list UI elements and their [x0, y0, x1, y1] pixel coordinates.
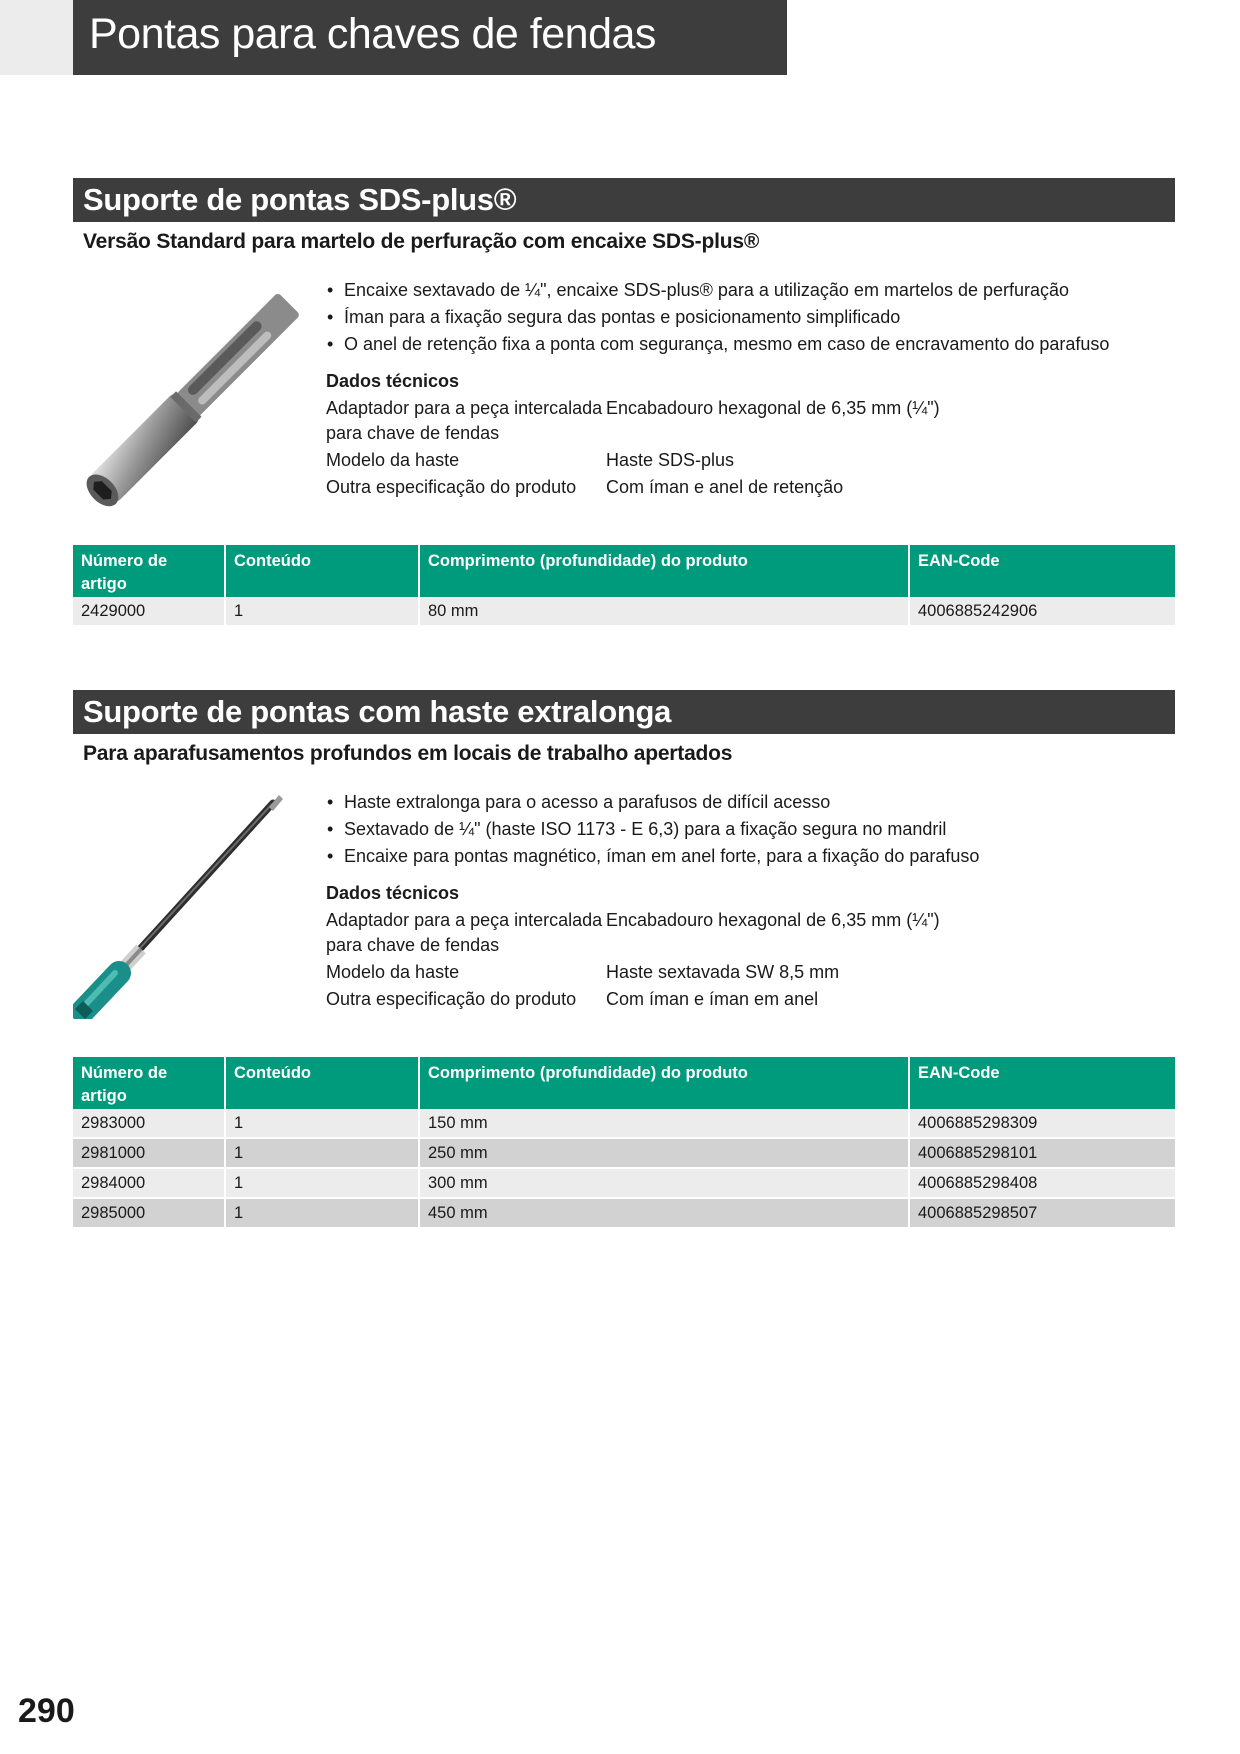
- table-row: [73, 1109, 1175, 1138]
- table-cell: 2983000: [73, 1109, 225, 1138]
- article-table: [73, 1057, 1175, 1229]
- section-extralong: [73, 690, 1175, 1222]
- table-cell: 4006885298408: [909, 1168, 1175, 1198]
- table-cell: 4006885242906: [909, 597, 1175, 626]
- page-title-bar: [73, 0, 787, 75]
- table-cell: 1: [225, 1198, 419, 1228]
- corner-strip: [0, 0, 73, 75]
- section-title: Suporte de pontas SDS-plus®: [73, 178, 1175, 222]
- tech-row: [326, 475, 940, 500]
- tech-key: Outra especificação do produto: [326, 989, 577, 1009]
- section-subtitle: Para aparafusamentos profundos em locais de trabalho apertados: [83, 742, 733, 765]
- table-row: [73, 1138, 1175, 1168]
- feature-item: • Encaixe sextavado de ¼", encaixe SDS-plus® para a utilização em martelos de perfuração: [326, 277, 1109, 304]
- technical-data: [326, 880, 940, 1014]
- feature-list: [326, 789, 979, 870]
- table-cell: 150 mm: [419, 1109, 909, 1138]
- technical-data: [326, 368, 940, 502]
- table-cell: 4006885298507: [909, 1198, 1175, 1228]
- tech-value: Com íman e íman em anel: [606, 989, 819, 1009]
- table-cell: 1: [225, 597, 419, 626]
- table-cell: 450 mm: [419, 1198, 909, 1228]
- column-header: EAN-Code: [909, 545, 1175, 597]
- table-row: [73, 1168, 1175, 1198]
- tech-key: Modelo da haste: [326, 450, 460, 470]
- tech-key: Outra especificação do produto: [326, 477, 577, 497]
- table-cell: 300 mm: [419, 1168, 909, 1198]
- feature-item: • Encaixe para pontas magnético, íman em anel forte, para a fixação do parafuso: [326, 843, 979, 870]
- section-subtitle: Versão Standard para martelo de perfuração com encaixe SDS-plus®: [83, 230, 760, 253]
- page-number: 290: [18, 1692, 75, 1730]
- feature-item: • Sextavado de ¼" (haste ISO 1173 - E 6,3) para a fixação segura no mandril: [326, 816, 979, 843]
- technical-data-title: Dados técnicos: [326, 371, 460, 391]
- column-header: Conteúdo: [225, 1057, 419, 1109]
- table-cell: 4006885298101: [909, 1138, 1175, 1168]
- column-header: Número de artigo: [73, 545, 225, 597]
- tech-key: Adaptador para a peça intercalada para chave de fendas: [326, 398, 603, 443]
- feature-item: • Haste extralonga para o acesso a parafusos de difícil acesso: [326, 789, 979, 816]
- tech-value: Haste SDS-plus: [606, 450, 735, 470]
- page-title: Pontas para chaves de fendas: [89, 10, 656, 58]
- article-table: [73, 545, 1175, 627]
- section-sds-plus: [73, 178, 1175, 620]
- tech-row: [326, 908, 940, 958]
- tech-value: Encabadouro hexagonal de 6,35 mm (¼"): [606, 910, 940, 930]
- column-header: EAN-Code: [909, 1057, 1175, 1109]
- technical-data-title: Dados técnicos: [326, 883, 460, 903]
- feature-item: • Íman para a fixação segura das pontas e posicionamento simplificado: [326, 304, 1109, 331]
- table-cell: 2985000: [73, 1198, 225, 1228]
- column-header: Número de artigo: [73, 1057, 225, 1109]
- table-cell: 80 mm: [419, 597, 909, 626]
- feature-item: • O anel de retenção fixa a ponta com segurança, mesmo em caso de encravamento do parafuso: [326, 331, 1109, 358]
- tech-key: Adaptador para a peça intercalada para chave de fendas: [326, 910, 603, 955]
- table-cell: 4006885298309: [909, 1109, 1175, 1138]
- table-cell: 1: [225, 1168, 419, 1198]
- table-row: [73, 597, 1175, 626]
- table-cell: 1: [225, 1138, 419, 1168]
- column-header: Comprimento (profundidade) do produto: [419, 1057, 909, 1109]
- column-header: Comprimento (profundidade) do produto: [419, 545, 909, 597]
- table-row: [73, 1198, 1175, 1228]
- table-cell: 1: [225, 1109, 419, 1138]
- section-title: Suporte de pontas com haste extralonga: [73, 690, 1175, 734]
- table-cell: 2429000: [73, 597, 225, 626]
- tech-row: [326, 987, 940, 1012]
- tech-key: Modelo da haste: [326, 962, 460, 982]
- table-cell: 2984000: [73, 1168, 225, 1198]
- tech-row: [326, 396, 940, 446]
- tech-row: [326, 448, 940, 473]
- tech-row: [326, 960, 940, 985]
- feature-list: [326, 277, 1109, 358]
- tech-value: Haste sextavada SW 8,5 mm: [606, 962, 840, 982]
- tech-value: Encabadouro hexagonal de 6,35 mm (¼"): [606, 398, 940, 418]
- table-cell: 250 mm: [419, 1138, 909, 1168]
- sds-bit-holder-image: [73, 277, 313, 517]
- tech-value: Com íman e anel de retenção: [606, 477, 844, 497]
- table-cell: 2981000: [73, 1138, 225, 1168]
- column-header: Conteúdo: [225, 545, 419, 597]
- extralong-bit-holder-image: [73, 789, 313, 1019]
